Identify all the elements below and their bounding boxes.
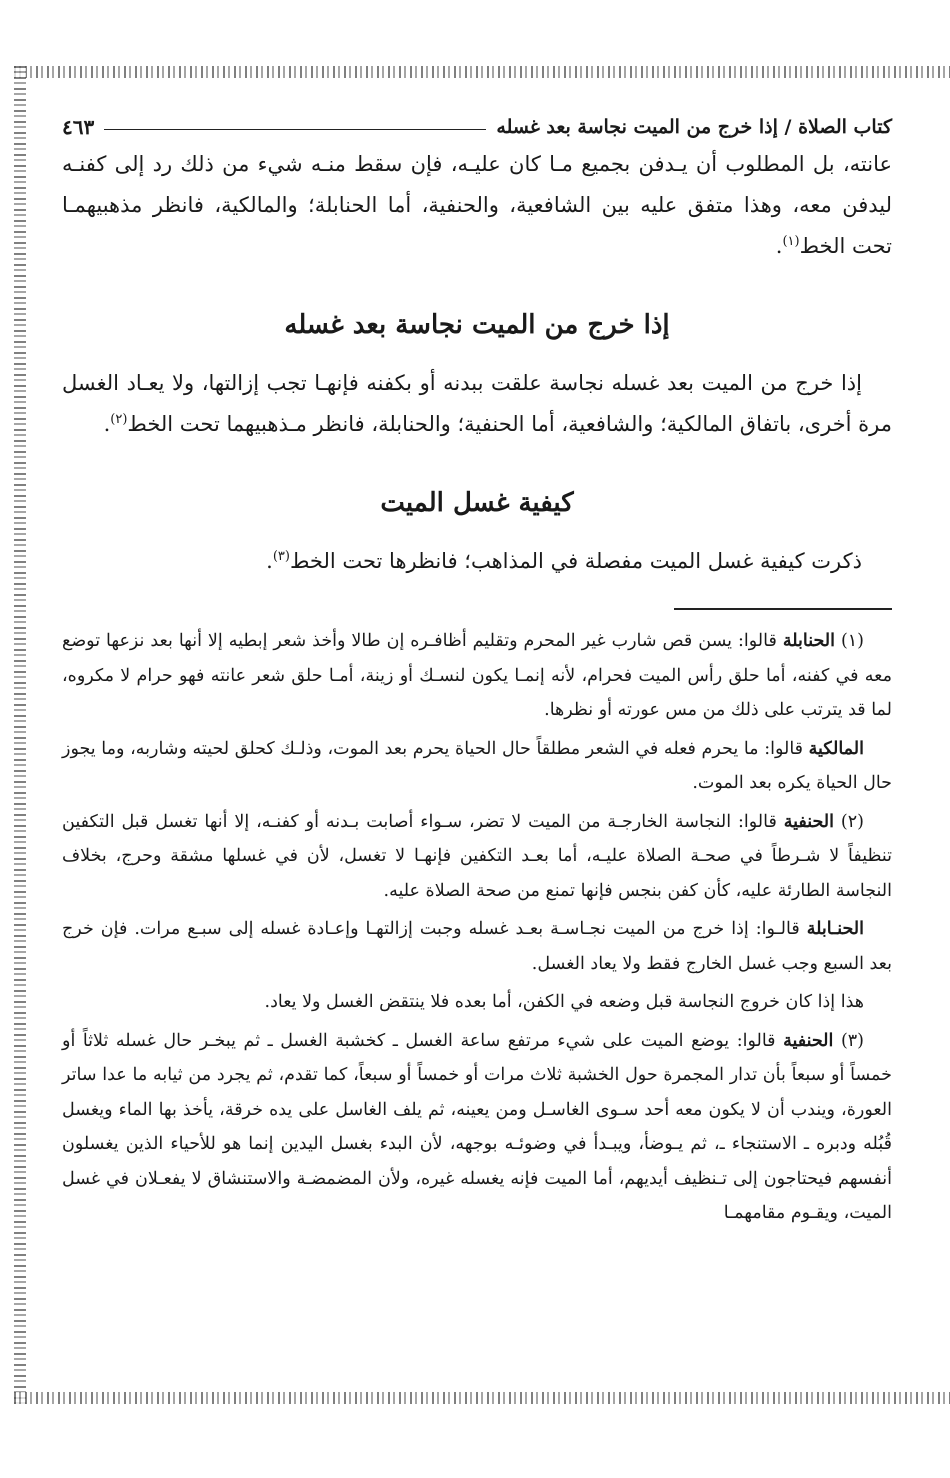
footnote-number: (٣) xyxy=(840,1030,864,1051)
running-header xyxy=(62,110,892,144)
intro-text: عانته، بل المطلوب أن يـدفن بجميع مـا كان عليـه، فإن سقط منـه شيء من ذلك رد إلى كفنـه ليدفن معه، وهذا متفق عليه بين الشافعية، والحنفية، أما الحنابلة؛ والمالكية، فانظر مذهبيهمـا تحت الخط xyxy=(62,152,892,258)
footnote xyxy=(62,624,892,728)
footnote-text: قالـوا: إذا خرج من الميت نجـاسـة بعـد غسله وجبت إزالتهـا وإعـادة غسله إلى سبـع مرات. فإن خرج بعد السبع وجب غسل الخارج فقط ولا يعاد الغسل. xyxy=(62,919,892,974)
footnote-school: الحنفية xyxy=(783,1030,834,1051)
section-title-impurity: إذا خرج من الميت نجاسة بعد غسله xyxy=(284,310,670,340)
header-rule xyxy=(104,129,486,130)
page-number: ٤٦٣ xyxy=(62,115,95,139)
footnote xyxy=(62,732,892,801)
footnote xyxy=(62,912,892,981)
section-body-washing-text: ذكرت كيفية غسل الميت مفصلة في المذاهب؛ فانظرها تحت الخط xyxy=(289,549,862,573)
header-title: كتاب الصلاة / إذا خرج من الميت نجاسة بعد غسله xyxy=(496,116,892,138)
page-border-top xyxy=(14,66,950,78)
footnote-ref-3[interactable]: (٣) xyxy=(272,549,290,564)
page-border-bottom xyxy=(14,1392,950,1404)
footnote-ref-1[interactable]: (١) xyxy=(782,234,800,249)
section-body-impurity: إذا خرج من الميت بعد غسله نجاسة علقت ببدنه أو بكفنه فإنهـا تجب إزالتها، ولا يعـاد الغسل مرة أخرى، باتفاق المالكية؛ والشافعية، أما الحنفية؛ والحنابلة، فانظر مـذهبيهما تحت الخط$^{(٢)}$. xyxy=(62,371,892,436)
footnote-school: الحنـابلة xyxy=(806,919,864,939)
footnote xyxy=(62,985,892,1020)
section-body-washing: ذكرت كيفية غسل الميت مفصلة في المذاهب؛ فانظرها تحت الخط$^{(٣)}$. xyxy=(266,549,862,573)
footnote-text: قالوا: يوضع الميت على شيء مرتفع ساعة الغسل ـ كخشبة الغسل ـ ثم يبخـر حال غسله ثلاثاً أو خمساً أو سبعاً بأن تدار المجمرة حول الخشبة ثلاث مرات أو خمساً أو سبعاً، كما تقدم، ثم يجرد من ثيابه ما عدا ساتر العورة، ويندب أن لا يكون معه أحد سـوى الغاسـل ومن يعينه، ثم يلف الغاسل على يده خرقة، يأخذ بها الماء ويغسل قُبُله ودبره ـ الاستنجاء ـ، ثم يـوضأ، ويبـدأ في وضوئـه بوجهه، لأن البدء بغسل اليدين إنما هو للأحياء الذين يغسلون أنفسهم فيحتاجون إلى تـنظيف أيديهم، أما الميت فإنه يغسله غيره، ولأن المضمضـة والاستنشاق لا يفعـلان في غسل الميت، ويقـوم مقامهمـا xyxy=(62,1030,892,1223)
footnote-school: الحنابلة xyxy=(782,631,835,651)
footnote xyxy=(62,805,892,909)
section-body-impurity-text: إذا خرج من الميت بعد غسله نجاسة علقت ببدنه أو بكفنه فإنهـا تجب إزالتها، ولا يعـاد الغسل مرة أخرى، باتفاق المالكية؛ والشافعية، أما الحنفية؛ والحنابلة، فانظر مـذهبيهما تحت الخط xyxy=(62,371,892,436)
footnote-ref-2[interactable]: (٢) xyxy=(110,412,128,427)
footnote-school: الحنفية xyxy=(783,811,835,832)
footnote-text: قالوا: النجاسة الخارجـة من الميت لا تضر، سـواء أصابت بـدنه أو كفنـه، إلا أنها تغسل قبل التكفين تنظيفاً لا شـرطاً في صحـة الصلاة عليـه، أما بعـد التكفين فإنهـا لا تغسل، لأن في غسلها مشقة وحرج، بخلاف النجاسة الطارئة عليه، كأن كفن بنجس فإنها تمنع من صحة الصلاة عليه. xyxy=(62,811,892,901)
page-border-left xyxy=(14,66,26,1404)
footnote-text: هذا إذا كان خروج النجاسة قبل وضعه في الكفن، أما بعده فلا ينتقض الغسل ولا يعاد. xyxy=(264,992,864,1012)
footnote-school: المالكية xyxy=(808,738,864,759)
footnote-text: قالوا: ما يحرم فعله في الشعر مطلقاً حال الحياة يحرم بعد الموت، وذلـك كحلق لحيته وشاربه، وما يجوز حال الحياة يكره بعد الموت. xyxy=(62,738,892,793)
footnote-separator xyxy=(674,608,892,610)
page-content xyxy=(62,110,892,1235)
footnotes xyxy=(62,624,892,1231)
section-title-washing: كيفية غسل الميت xyxy=(380,488,574,518)
footnote-number: (٢) xyxy=(840,811,864,832)
footnote-text: قالوا: يسن قص شارب غير المحرم وتقليم أظافـره إن طالا وأخذ شعر إبطيه إلا أنها بعد نزعها توضع معه في كفنه، أما حلق رأس الميت فحرام، لأنه إنمـا يكون لنسـك أو زينة، أمـا حلق شعر عانته فهو حرام لا مكروه، لما قد يترتب على ذلك من مس عورته أو نظرها. xyxy=(62,631,892,720)
intro-paragraph: عانته، بل المطلوب أن يـدفن بجميع مـا كان عليـه، فإن سقط منـه شيء من ذلك رد إلى كفنـه ليدفن معه، وهذا متفق عليه بين الشافعية، والحنفية، أما الحنابلة؛ والمالكية، فانظر مذهبيهمـا تحت الخط$^{(١)}$. xyxy=(62,152,892,258)
footnote-number: (١) xyxy=(840,631,864,651)
footnote xyxy=(62,1024,892,1231)
